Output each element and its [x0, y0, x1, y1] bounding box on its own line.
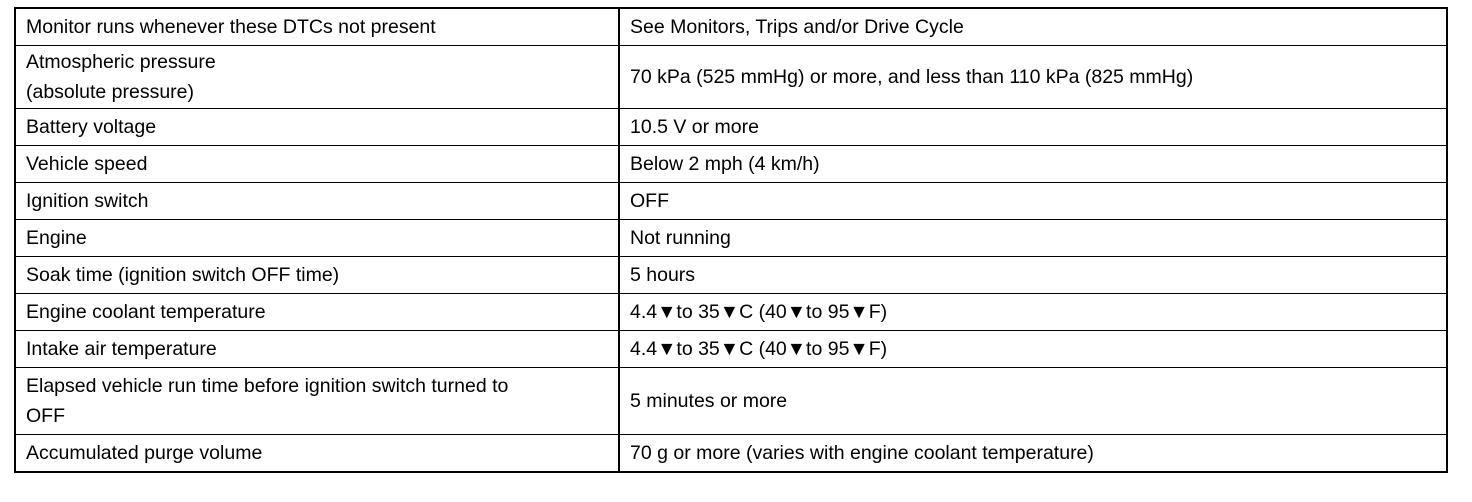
- item-cell: Engine coolant temperature: [15, 294, 619, 331]
- condition-cell: 4.4▼to 35▼C (40▼to 95▼F): [619, 331, 1447, 368]
- table-row: [15, 146, 1447, 183]
- table-row: [15, 8, 1447, 46]
- condition-cell: 5 minutes or more: [619, 368, 1447, 435]
- condition-cell: 70 g or more (varies with engine coolant temperature): [619, 435, 1447, 473]
- item-cell: Elapsed vehicle run time before ignition switch turned to OFF: [15, 368, 619, 435]
- table-row: [15, 109, 1447, 146]
- item-cell: Vehicle speed: [15, 146, 619, 183]
- item-cell: Monitor runs whenever these DTCs not present: [15, 8, 619, 46]
- table-row: [15, 435, 1447, 473]
- condition-cell: 70 kPa (525 mmHg) or more, and less than 110 kPa (825 mmHg): [619, 46, 1447, 109]
- item-cell: Soak time (ignition switch OFF time): [15, 257, 619, 294]
- table-row: [15, 257, 1447, 294]
- item-cell: Intake air temperature: [15, 331, 619, 368]
- table-row: [15, 183, 1447, 220]
- table-row: [15, 220, 1447, 257]
- condition-cell: Not running: [619, 220, 1447, 257]
- conditions-table: [14, 7, 1448, 473]
- condition-cell: 10.5 V or more: [619, 109, 1447, 146]
- table-row: [15, 294, 1447, 331]
- item-cell: Accumulated purge volume: [15, 435, 619, 473]
- item-cell: Battery voltage: [15, 109, 619, 146]
- item-cell: Atmospheric pressure (absolute pressure): [15, 46, 619, 109]
- condition-cell: 4.4▼to 35▼C (40▼to 95▼F): [619, 294, 1447, 331]
- item-cell: Ignition switch: [15, 183, 619, 220]
- item-cell: Engine: [15, 220, 619, 257]
- condition-cell: OFF: [619, 183, 1447, 220]
- table-row: [15, 368, 1447, 435]
- condition-cell: 5 hours: [619, 257, 1447, 294]
- condition-cell: Below 2 mph (4 km/h): [619, 146, 1447, 183]
- condition-cell: See Monitors, Trips and/or Drive Cycle: [619, 8, 1447, 46]
- table-row: [15, 46, 1447, 109]
- table-row: [15, 331, 1447, 368]
